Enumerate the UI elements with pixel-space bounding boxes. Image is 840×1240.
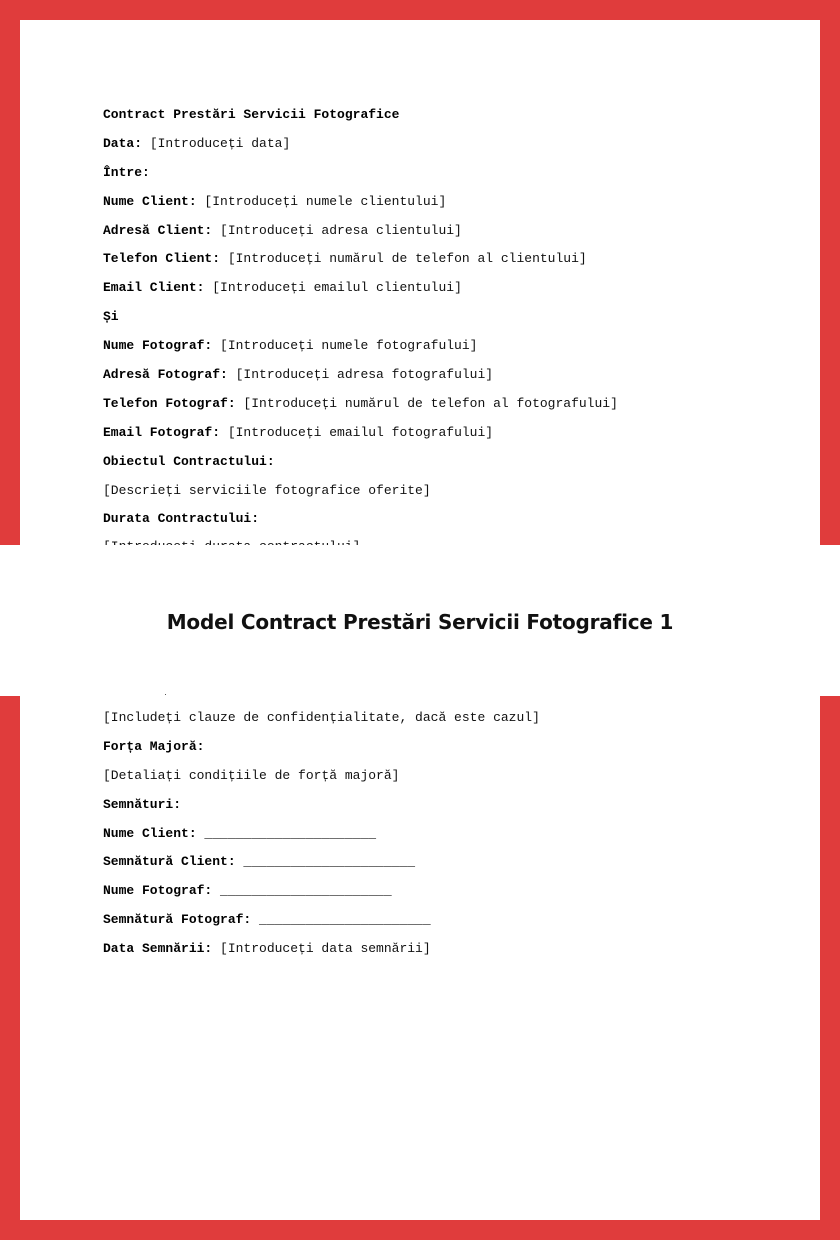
line-value: ______________________ bbox=[235, 854, 416, 870]
line-label: Telefon Client: bbox=[103, 251, 221, 267]
line-value: ______________________ bbox=[251, 912, 431, 928]
line-label: Între: bbox=[103, 164, 150, 180]
line-value: [Introduceți numărul de telefon al fotografului] bbox=[235, 395, 618, 411]
line-label: Contract Prestări Servicii Fotografice bbox=[103, 107, 400, 122]
contract-line bbox=[103, 366, 618, 395]
line-label: Data Semnării: bbox=[103, 941, 213, 957]
contract-line bbox=[103, 308, 618, 337]
contract-line bbox=[103, 510, 618, 539]
line-label: Email Fotograf: bbox=[103, 424, 221, 440]
contract-text-top bbox=[103, 106, 618, 539]
contract-line bbox=[103, 825, 540, 854]
line-value: [Introduceți adresa clientului] bbox=[212, 222, 462, 238]
line-label: Email Client: bbox=[103, 280, 205, 296]
contract-line bbox=[103, 222, 618, 251]
line-label: Nume Client: bbox=[103, 193, 197, 209]
line-label: Durata Contractului: bbox=[103, 511, 260, 527]
line-label: Nume Fotograf: bbox=[103, 883, 213, 899]
line-value: [Introduceți emailul clientului] bbox=[204, 280, 462, 296]
line-label: Adresă Fotograf: bbox=[103, 367, 228, 383]
cut-text-fragment bbox=[165, 694, 166, 695]
contract-text-bottom bbox=[103, 709, 540, 969]
contract-line bbox=[103, 337, 618, 366]
contract-line bbox=[103, 453, 618, 482]
contract-line bbox=[103, 796, 540, 825]
contract-line bbox=[103, 193, 618, 222]
line-label: Data: bbox=[103, 135, 143, 151]
line-value: [Detaliați condițiile de forță majoră] bbox=[103, 767, 400, 783]
line-label: Semnătură Fotograf: bbox=[103, 912, 252, 928]
line-label: Telefon Fotograf: bbox=[103, 395, 236, 411]
contract-line bbox=[103, 164, 618, 193]
line-label: Obiectul Contractului: bbox=[103, 453, 275, 469]
line-value: [Introduceți emailul fotografului] bbox=[220, 424, 494, 440]
line-label: Și bbox=[103, 309, 119, 325]
document-page-top bbox=[20, 20, 820, 545]
contract-line bbox=[103, 911, 540, 940]
line-value: [Introduceți data semnării] bbox=[212, 941, 431, 957]
contract-line bbox=[103, 767, 540, 796]
contract-line bbox=[103, 250, 618, 279]
contract-line bbox=[103, 882, 540, 911]
line-value: ______________________ bbox=[212, 883, 392, 899]
title-banner bbox=[0, 545, 840, 696]
line-value: ______________________ bbox=[196, 825, 377, 841]
line-label: Nume Client: bbox=[103, 825, 197, 841]
line-value: [Introduceți data] bbox=[142, 135, 291, 151]
line-value: [Includeți clauze de confidențialitate, dacă este cazul] bbox=[103, 710, 540, 725]
line-label: Semnătură Client: bbox=[103, 854, 236, 870]
contract-line bbox=[103, 709, 540, 738]
contract-line bbox=[103, 279, 618, 308]
document-page-bottom bbox=[20, 696, 820, 1220]
line-value: [Descrieți serviciile fotografice oferite] bbox=[103, 482, 431, 498]
contract-line bbox=[103, 853, 540, 882]
contract-line bbox=[103, 940, 540, 969]
contract-line bbox=[103, 395, 618, 424]
line-value: [Introduceți numărul de telefon al clientului] bbox=[220, 251, 587, 267]
line-label: Semnături: bbox=[103, 796, 182, 812]
line-value: [Introduceți adresa fotografului] bbox=[227, 367, 494, 383]
line-label: Adresă Client: bbox=[103, 222, 213, 238]
line-label: Nume Fotograf: bbox=[103, 338, 213, 354]
contract-line bbox=[103, 738, 540, 767]
banner-title: Model Contract Prestări Servicii Fotografice 1 bbox=[166, 609, 674, 634]
contract-line bbox=[103, 135, 618, 164]
contract-line bbox=[103, 482, 618, 511]
contract-line bbox=[103, 424, 618, 453]
contract-line bbox=[103, 106, 618, 135]
line-value: [Introduceți numele fotografului] bbox=[212, 338, 478, 354]
line-label: Forța Majoră: bbox=[103, 738, 205, 754]
line-value: [Introduceți numele clientului] bbox=[196, 193, 447, 209]
